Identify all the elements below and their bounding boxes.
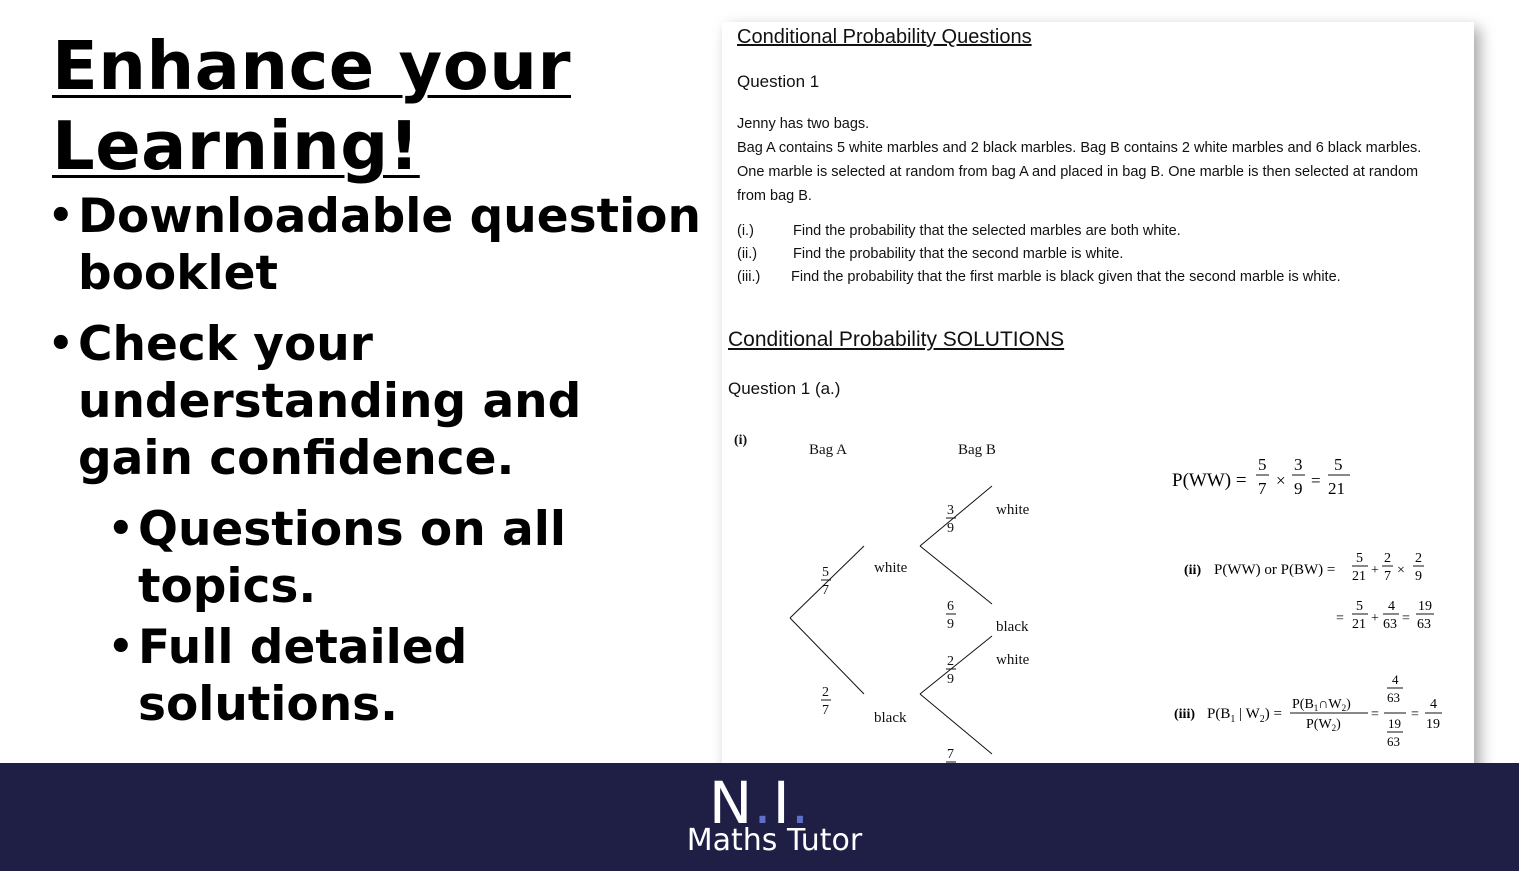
tree-part-label: (i) <box>734 433 748 448</box>
brand-tagline: Maths Tutor <box>686 823 863 858</box>
probability-tree-diagram <box>722 422 1152 782</box>
svg-text:7: 7 <box>822 703 829 718</box>
part-text: Find the probability that the second marble is white. <box>793 246 1124 262</box>
question-line: from bag B. <box>737 188 812 204</box>
svg-text:+: + <box>1371 563 1379 578</box>
solution-ii-text: P(WW) or P(BW) = <box>1214 562 1336 578</box>
part-number: (iii.) <box>737 269 761 285</box>
solution-i <box>1170 450 1370 504</box>
svg-text:3: 3 <box>1294 455 1303 474</box>
logo-dot: . <box>790 769 811 837</box>
svg-text:2: 2 <box>947 654 954 669</box>
svg-text:21: 21 <box>1352 617 1366 632</box>
svg-text:P(B1∩W2): $P(B_1\cap W_2)$ <box>1292 697 1351 713</box>
svg-text:P(B1 | W2) =: $P(B_1$ | $W_2$) = <box>1207 706 1282 725</box>
svg-text:2: 2 <box>1384 551 1391 566</box>
logo-letter-i: I <box>772 769 791 837</box>
part-number: (i.) <box>737 223 754 239</box>
svg-text:2: 2 <box>1415 551 1422 566</box>
svg-text:7: 7 <box>822 583 829 598</box>
branch-a-white <box>790 546 864 618</box>
svg-text:9: 9 <box>947 617 954 632</box>
svg-text:×: × <box>1276 471 1286 490</box>
node-ww: white <box>996 502 1030 518</box>
svg-text:5: 5 <box>1356 551 1363 566</box>
part-text: Find the probability that the first marble is black given that the second marble is white. <box>791 269 1341 285</box>
svg-text:5: 5 <box>1356 599 1363 614</box>
node-a-white: white <box>874 560 908 576</box>
svg-text:19: 19 <box>1388 716 1401 731</box>
svg-text:9: 9 <box>1294 479 1303 498</box>
sub-bullet-solutions: • Full detailed solutions. <box>48 619 708 733</box>
question-part-iii <box>737 269 1341 285</box>
svg-text:9: 9 <box>947 521 954 536</box>
svg-text:×: × <box>1397 563 1405 578</box>
svg-text:63: 63 <box>1387 734 1400 749</box>
fraction-bw <box>946 654 956 687</box>
question-line: Bag A contains 5 white marbles and 2 black marbles. Bag B contains 2 white marbles and 6 black marbles. <box>737 140 1422 156</box>
page-headline: Enhance your Learning! <box>52 27 572 185</box>
svg-text:21: 21 <box>1352 569 1366 584</box>
svg-text:4: 4 <box>1392 672 1399 687</box>
node-a-black: black <box>874 710 907 726</box>
svg-text:=: = <box>1311 471 1321 490</box>
svg-text:+: + <box>1371 611 1379 626</box>
question-part-i <box>737 223 1181 239</box>
sub-bullet-topics: • Questions on all topics. <box>48 501 708 615</box>
svg-text:=: = <box>1402 611 1410 626</box>
solution-ii-label: (ii) <box>1184 563 1202 578</box>
fraction-a-black <box>821 685 831 718</box>
svg-text:7: 7 <box>947 747 954 762</box>
solution-iii-label: (iii) <box>1174 707 1195 722</box>
solution-i-label: P(WW) = <box>1172 470 1247 491</box>
logo-dot: . <box>753 769 773 837</box>
solutions-question-label: Question 1 (a.) <box>728 379 841 398</box>
svg-text:7: 7 <box>1384 569 1391 584</box>
svg-text:63: 63 <box>1417 617 1431 632</box>
branch-wb <box>920 546 992 604</box>
svg-text:19: 19 <box>1426 717 1440 732</box>
fraction-wb <box>946 599 956 632</box>
part-text: Find the probability that the selected marbles are both white. <box>793 223 1181 239</box>
node-wb: black <box>996 619 1029 635</box>
svg-text:4: 4 <box>1430 697 1437 712</box>
svg-text:4: 4 <box>1388 599 1395 614</box>
bullet-booklet: • Downloadable question booklet <box>48 188 708 302</box>
svg-text:=: = <box>1371 707 1379 722</box>
question-body <box>737 112 1472 208</box>
svg-text:6: 6 <box>947 599 954 614</box>
question-part-ii <box>737 246 1123 262</box>
svg-text:9: 9 <box>1415 569 1422 584</box>
svg-text:5: 5 <box>822 565 829 580</box>
solution-iii <box>1172 670 1462 760</box>
footer-banner <box>0 763 1519 871</box>
bag-b-label: Bag B <box>958 442 996 458</box>
node-bw: white <box>996 652 1030 668</box>
document-preview <box>722 22 1474 782</box>
logo-letter-n: N <box>708 769 754 837</box>
svg-text:P(W2): $P(W_2)$ <box>1306 717 1341 733</box>
bag-a-label: Bag A <box>809 442 847 458</box>
branch-ww <box>920 486 992 546</box>
feature-list <box>48 188 708 733</box>
svg-text:19: 19 <box>1418 599 1432 614</box>
question-label: Question 1 <box>737 72 820 91</box>
svg-text:=: = <box>1411 707 1419 722</box>
svg-text:5: 5 <box>1258 455 1267 474</box>
svg-text:21: 21 <box>1328 479 1345 498</box>
branch-bw <box>920 636 992 694</box>
branch-bb <box>920 694 992 754</box>
bullet-understanding: • Check your understanding and gain confidence. <box>48 316 708 487</box>
svg-text:=: = <box>1336 611 1344 626</box>
fraction-a-white <box>821 565 831 598</box>
svg-text:63: 63 <box>1387 690 1400 705</box>
svg-text:9: 9 <box>947 672 954 687</box>
svg-text:5: 5 <box>1334 455 1343 474</box>
part-number: (ii.) <box>737 246 758 262</box>
svg-text:2: 2 <box>822 685 829 700</box>
solutions-title: Conditional Probability SOLUTIONS <box>728 328 1065 351</box>
solution-ii <box>1182 546 1462 646</box>
question-line: Jenny has two bags. <box>737 116 870 132</box>
svg-text:3: 3 <box>947 503 954 518</box>
question-line: One marble is selected at random from bag A and placed in bag B. One marble is then selected at random <box>737 164 1419 180</box>
questions-title: Conditional Probability Questions <box>737 26 1032 48</box>
fraction-ww <box>946 503 956 536</box>
branch-a-black <box>790 618 864 694</box>
svg-text:63: 63 <box>1383 617 1397 632</box>
svg-text:7: 7 <box>1258 479 1267 498</box>
